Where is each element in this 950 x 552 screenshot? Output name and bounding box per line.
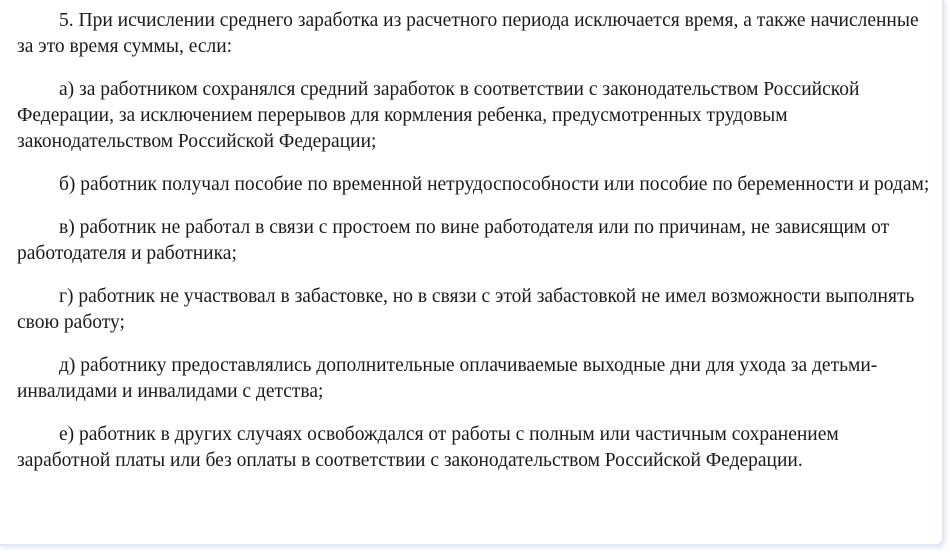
paragraph-item-v: в) работник не работал в связи с простоем по вине работодателя или по причинам, не зависящим от работодателя и работника; <box>17 217 890 264</box>
paragraph-item-d: д) работнику предоставлялись дополнительные оплачиваемые выходные дни для ухода за детьми-инвалидами и инвалидами с детства; <box>17 355 878 402</box>
paragraph-item-a: а) за работником сохранялся средний заработок в соответствии с законодательством Российской Федерации, за исключением перерывов для кормления ребенка, предусмотренных трудовым законодательством Российской Федерации; <box>17 79 860 152</box>
paragraph-item-b: б) работник получал пособие по временной нетрудоспособности или пособие по беременности и родам; <box>59 174 930 195</box>
paragraph-item-e: е) работник в других случаях освобождался от работы с полным или частичным сохранением заработной платы или без оплаты в соответствии с законодательством Российской Федерации. <box>17 424 839 471</box>
paragraph-item-g: г) работник не участвовал в забастовке, но в связи с этой забастовкой не имел возможности выполнять свою работу; <box>17 286 915 333</box>
paragraph-intro: 5. При исчислении среднего заработка из расчетного периода исключается время, а также начисленные за это время суммы, если: <box>17 10 919 57</box>
document-text <box>17 8 932 474</box>
